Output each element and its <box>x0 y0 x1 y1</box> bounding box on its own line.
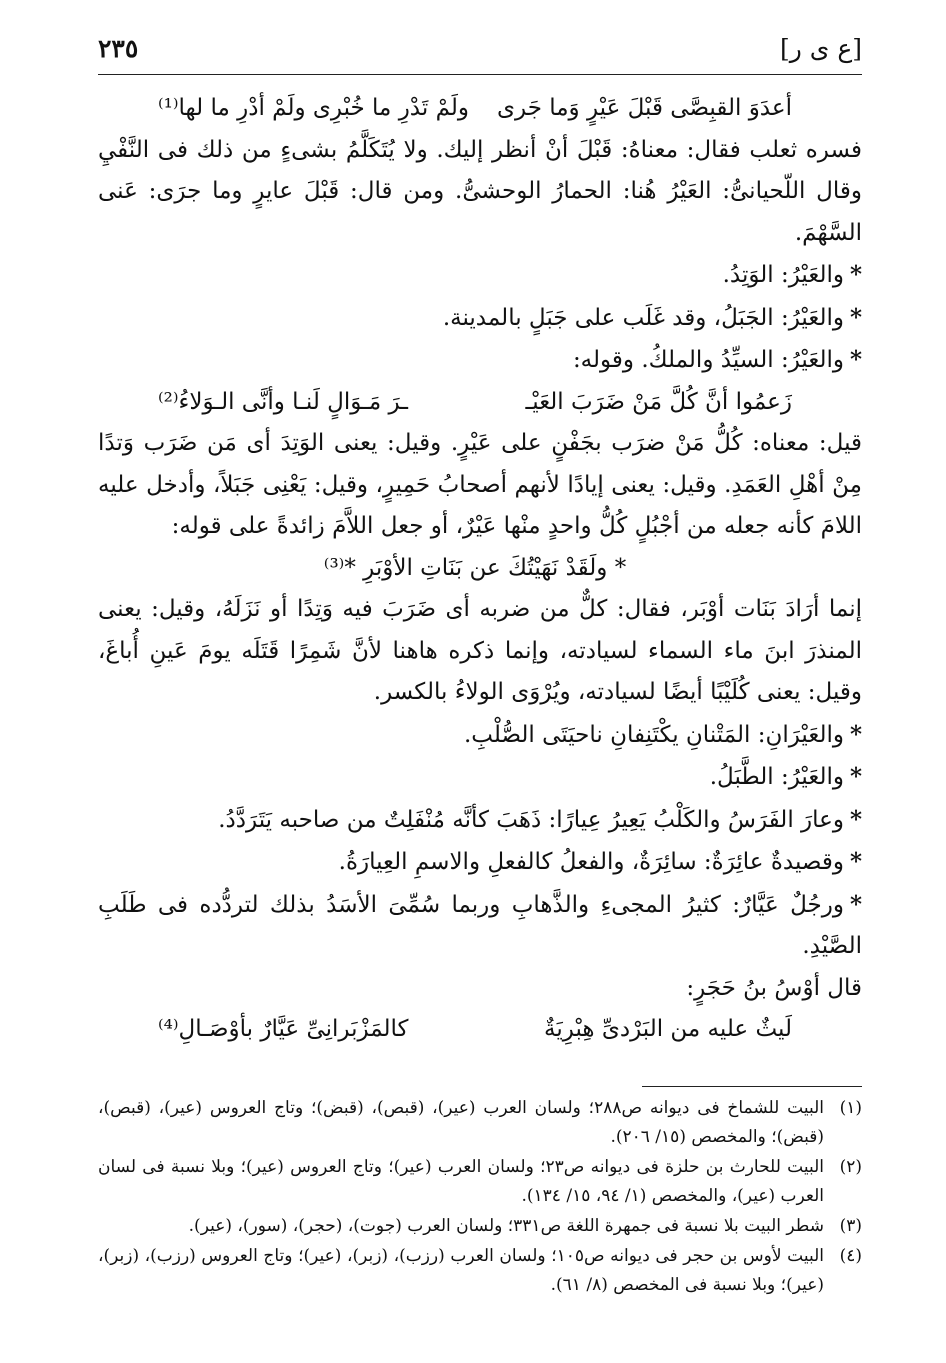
verse-4-second-hemistich: كالمَزْبَرانِىِّ عَيَّارٌ بأوْصَـالِ⁽⁴⁾ <box>158 1016 409 1042</box>
verse-4-first-hemistich: لَيثٌ عليه من البَرْدىِّ هِبْرِيَةٌ <box>544 1016 792 1042</box>
entry-star: * <box>849 720 862 748</box>
entry-2 <box>98 297 862 340</box>
entry-star: * <box>849 346 862 373</box>
footnote-number: (١) <box>839 1098 862 1118</box>
verse-1-first-hemistich: أعدَوَ القبِصَّى قَبْلَ عَيْرٍ وَما جَرى <box>497 95 792 121</box>
entry-8-text: ورجُلٌ عَيَّارٌ: كثيرُ المجىءِ والذَّهابِ وربما سُمِّىَ الأسَدُ بذلك لتردُّده فى طَلَبِ الصَّيْدِ. <box>98 891 862 959</box>
verse-4 <box>98 1009 862 1051</box>
entry-7-text: وقصيدةٌ عائِرَةٌ: سائِرَةٌ، والفعلُ كالفعلِ والاسمِ العِيارَةُ. <box>338 849 844 875</box>
verse-3 <box>98 548 862 590</box>
verse-2-second-hemistich: ـرَ مَـوَالٍ لَنـا وأنَّى الـوَلاءُ⁽²⁾ <box>158 388 408 415</box>
footnote-1 <box>98 1094 862 1152</box>
entry-6-text: وعارَ الفَرَسُ والكَلْبُ يَعِيرُ عِيارًا: ذَهَبَ كأنَّه مُنْفَلِتٌ من صاحبه يَتَرَدَّدُ. <box>218 806 844 833</box>
entry-4-text: والعَيْرَانِ: المَتْنانِ يكْتَنِفانِ ناحيَتَى الصُّلْبِ. <box>463 721 844 748</box>
entry-8 <box>98 884 862 968</box>
footnotes <box>98 1094 862 1301</box>
entry-star: * <box>849 848 862 875</box>
entry-7 <box>98 841 862 884</box>
entry-star: * <box>849 805 862 833</box>
footnote-number: (٣) <box>839 1216 862 1236</box>
footnote-divider <box>642 1086 862 1087</box>
entry-star: * <box>849 303 862 331</box>
footnote-text: البيت للشماخ فى ديوانه ص٢٨٨؛ ولسان العرب (عير)، (قبص)، (قبض)؛ وتاج العروس (عير)، (قبص)، (قبض)؛ والمخصص (١٥/ ٢٠٦). <box>98 1098 824 1147</box>
footnote-2 <box>98 1153 862 1211</box>
root-marker: [ع ى ر] <box>780 34 862 63</box>
footnote-text: البيت لأوس بن حجر فى ديوانه ص١٠٥؛ ولسان العرب (رزب)، (زبر)، (عير)؛ وتاج العروس (رزب)، (زبر)، (عير)؛ وبلا نسبة فى المخصص (٨/ ٦١). <box>98 1246 824 1295</box>
main-text <box>98 88 862 1051</box>
footnote-text: شطر البيت بلا نسبة فى جمهرة اللغة ص٣٣١؛ ولسان العرب (جوت)، (حجر)، (سور)، (عير). <box>188 1216 824 1236</box>
entry-1-text: والعَيْرُ: الوَتِدُ. <box>722 262 844 288</box>
entry-5-text: والعَيْرُ: الطَّبَلُ. <box>709 764 844 790</box>
entry-3-text: والعَيْرُ: السيِّدُ والملكُ. وقوله: <box>572 347 844 373</box>
entry-1 <box>98 254 862 297</box>
entry-star: * <box>849 261 862 288</box>
verse-1 <box>98 88 862 130</box>
paragraph-3: إنما أرَادَ بَنَات أوْبَر، فقال: كلٌّ من ضربه أى ضَرَبَ فيه وَتِدًا أو نَزَلَهُ، وقيل: يعنى المنذرَ ابنَ ماء السماء لسيادته، وإنما ذكره هاهنا لأنَّ شَمِرًا قَتَلَه يومَ عَينِ أُباغَ، وقيل: يعنى كُلَيْبًا أيضًا لسيادته، ويُرْوَى الولاءُ بالكسر. <box>98 596 862 705</box>
paragraph-4: قال أوْسُ بنُ حَجَرٍ: <box>686 974 862 1001</box>
paragraph-2: قيل: معناه: كُلُّ مَنْ ضرَب بجَفْنٍ على عَيْرٍ. وقيل: يعنى الوَتِدَ أى مَن ضَرَب وَتدًا مِنْ أهْلِ العَمَدِ. وقيل: يعنى إيادًا لأنهم أصحابُ حَمِيرٍ، وقيل: يَعْنِى جَبَلاً، وأدخل عليه اللامَ كأنه جعله من أجْبُلٍ كُلُّ واحدٍ منْها عَيْرٌ، أو جعل اللاَّمَ زائدةً على قوله: <box>98 430 862 539</box>
footnote-number: (٢) <box>839 1157 862 1177</box>
footnote-text: البيت للحارث بن حلزة فى ديوانه ص٢٣؛ ولسان العرب (عير)؛ وتاج العروس (عير)؛ وبلا نسبة فى لسان العرب (عير)، والمخصص (١/ ٩٤، ١٥/ ١٣٤). <box>98 1157 824 1206</box>
verse-1-second-hemistich: ولَمْ تَدْرِ ما خُبْرِى ولَمْ أدْرِ ما لها⁽¹⁾ <box>158 95 470 121</box>
entry-3 <box>98 339 862 382</box>
entry-4 <box>98 714 862 757</box>
verse-3-text: * ولَقَدْ نَهَيْتُكَ عن بَنَاتِ الأوْبَرِ *⁽³⁾ <box>323 554 627 581</box>
entry-5 <box>98 756 862 799</box>
page-number: ٢٣٥ <box>98 34 139 63</box>
entry-2-text: والعَيْرُ: الجَبَلُ، وقد غَلَب على جَبَلٍ بالمدينة. <box>442 304 844 331</box>
verse-2 <box>98 382 862 424</box>
footnote-4 <box>98 1242 862 1300</box>
page-header <box>98 28 862 75</box>
footnote-3 <box>98 1212 862 1241</box>
paragraph-1: فسره ثعلب فقال: معناهُ: قَبْلَ أنْ أنظر إليك. ولا يُتَكَلَّمُ بشىءٍ من ذلك فى النَّفْيِ وقال اللّحيانىُّ: العَيْرُ هُنا: الحمارُ الوحشىُّ. ومن قال: قَبْلَ عايرٍ وما جرَى: عَنى السَّهْمَ. <box>98 136 862 246</box>
entry-star: * <box>849 890 862 918</box>
entry-6 <box>98 799 862 842</box>
verse-2-first-hemistich: زَعمُوا أنَّ كُلَّ مَنْ ضَرَبَ العَيْـ <box>525 388 792 415</box>
footnote-number: (٤) <box>839 1246 862 1266</box>
entry-star: * <box>849 763 862 790</box>
